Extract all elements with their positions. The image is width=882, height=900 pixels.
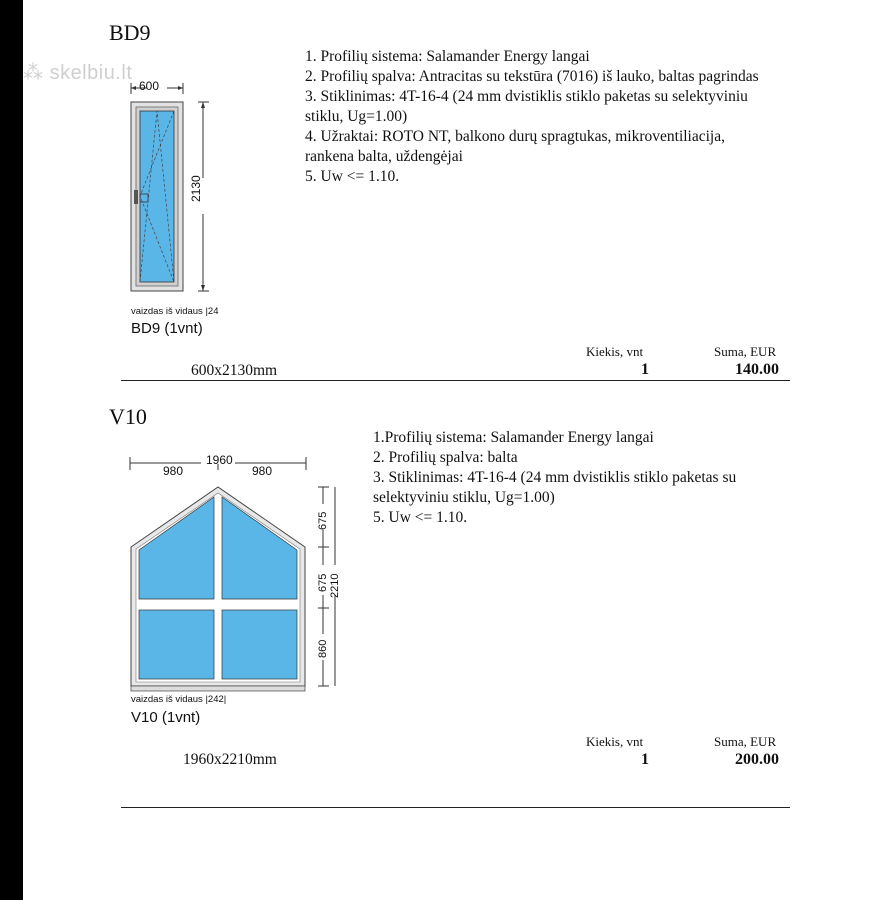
door-drawing-bd9 (123, 78, 223, 310)
quote-page (23, 0, 882, 900)
spec-list-bd9 (305, 47, 759, 187)
qty-header: Kiekis, vnt (586, 344, 644, 359)
spec-line: 3. Stiklinimas: 4T-16-4 (24 mm dvistiklis stiklo paketas su selektyviniu (305, 88, 748, 105)
spec-line: rankena balta, uždengėjai (305, 148, 463, 165)
spec-line: 2. Profilių spalva: balta (373, 449, 518, 466)
left-width-label: 980 (163, 464, 184, 478)
spec-line: 1.Profilių sistema: Salamander Energy langai (373, 429, 654, 446)
qty-value: 1 (641, 751, 649, 768)
top-height-label: 675 (317, 511, 329, 530)
spec-list-v10 (373, 428, 736, 528)
view-caption: vaizdas iš vidaus |24 (131, 306, 219, 317)
height-label: 2130 (189, 175, 203, 202)
right-width-label: 980 (252, 464, 273, 478)
spec-line: 3. Stiklinimas: 4T-16-4 (24 mm dvistiklis stiklo paketas su (373, 469, 737, 486)
drawing-caption: BD9 (1vnt) (131, 320, 203, 337)
divider (121, 807, 790, 808)
qty-value: 1 (641, 361, 649, 378)
spec-line: selektyviniu stiklu, Ug=1.00) (373, 489, 555, 506)
spec-line: 5. Uw <= 1.10. (373, 509, 468, 526)
view-caption: vaizdas iš vidaus |242| (131, 694, 227, 705)
watermark-logo-icon: ⁂ (23, 62, 50, 84)
drawing-caption: V10 (1vnt) (131, 709, 201, 726)
mid-height-label: 675 (317, 573, 329, 592)
total-height-label: 2210 (329, 573, 341, 598)
item-code-bd9: BD9 (109, 20, 151, 45)
spec-line: 1. Profilių sistema: Salamander Energy langai (305, 48, 590, 65)
width-label: 600 (139, 79, 160, 93)
item-size: 600x2130mm (191, 362, 278, 379)
item-code-v10: V10 (109, 404, 147, 429)
spec-line: 4. Užraktai: ROTO NT, balkono durų spragtukas, mikroventiliacija, (305, 128, 725, 145)
divider (121, 380, 790, 381)
sum-value: 140.00 (735, 361, 779, 378)
total-width-label: 1960 (206, 453, 233, 467)
sum-header: Suma, EUR (714, 344, 777, 359)
sum-value: 200.00 (735, 751, 779, 768)
item-size: 1960x2210mm (183, 751, 277, 768)
sum-header: Suma, EUR (714, 734, 777, 749)
spec-line: 2. Profilių spalva: Antracitas su tekstūra (7016) iš lauko, baltas pagrindas (305, 68, 759, 85)
bottom-height-label: 860 (317, 639, 329, 658)
spec-line: stiklu, Ug=1.00) (305, 108, 408, 125)
qty-header: Kiekis, vnt (586, 734, 644, 749)
watermark: ⁂ skelbiu.lt (23, 62, 133, 84)
spec-line: 5. Uw <= 1.10. (305, 168, 400, 185)
